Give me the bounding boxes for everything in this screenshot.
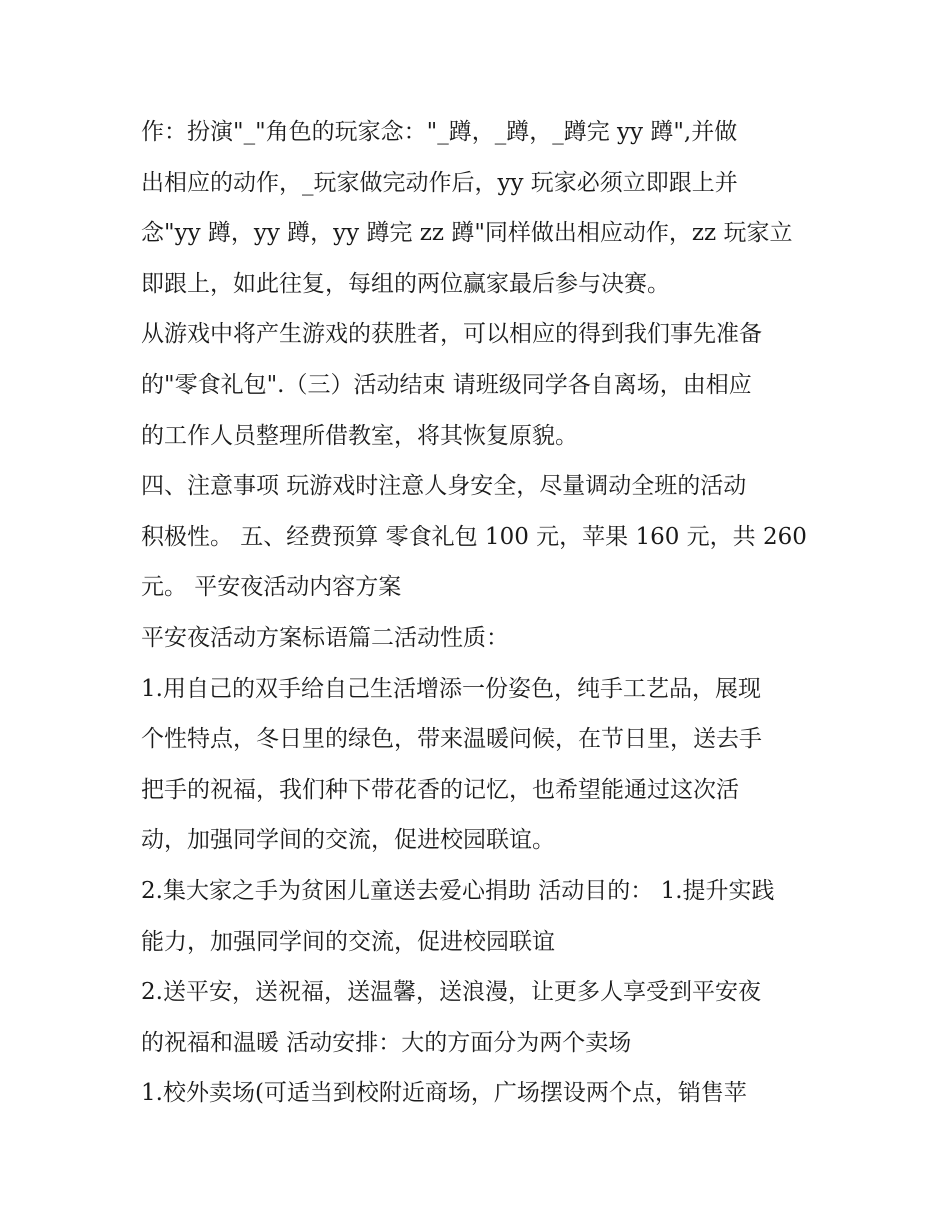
text-line: 平安夜活动方案标语篇二活动性质： [141, 624, 509, 651]
text-line: 作：扮演"_"角色的玩家念："_蹲，_蹲，_蹲完 yy 蹲",并做 [141, 119, 738, 145]
document-body [141, 107, 821, 1119]
text-line: 的"零食礼包".（三）活动结束 请班级同学各自离场，由相应 [141, 371, 752, 398]
text-line: 2.集大家之手为贫困儿童送去爱心捐助 活动目的： 1.提升实践 [141, 877, 775, 904]
paragraph-item-2 [141, 866, 821, 967]
text-line: 从游戏中将产生游戏的获胜者，可以相应的得到我们事先准备 [141, 321, 762, 348]
text-line: 即跟上，如此往复，每组的两位赢家最后参与决赛。 [141, 270, 670, 297]
text-line: 元。 平安夜活动内容方案 [141, 574, 402, 601]
text-line: 能力，加强同学间的交流，促进校园联谊 [141, 928, 555, 955]
paragraph-winners [141, 309, 821, 461]
text-line: 的工作人员整理所借教室，将其恢复原貌。 [141, 422, 578, 449]
text-line: 1.用自己的双手给自己生活增添一份姿色，纯手工艺品，展现 [141, 675, 761, 702]
text-line: 念"yy 蹲，yy 蹲，yy 蹲完 zz 蹲"同样做出相应动作，zz 玩家立 [141, 220, 793, 247]
text-line: 积极性。 五、经费预算 零食礼包 100 元，苹果 160 元，共 260 [141, 523, 807, 550]
paragraph-item-1 [141, 664, 821, 866]
text-line: 1.校外卖场(可适当到校附近商场，广场摆设两个点，销售苹 [141, 1080, 747, 1107]
paragraph-goal-2 [141, 967, 821, 1068]
paragraph-activity-nature-heading [141, 613, 821, 664]
paragraph-notes-budget [141, 461, 821, 613]
text-line: 出相应的动作，_玩家做完动作后，yy 玩家必须立即跟上并 [141, 169, 738, 196]
paragraph-game-rules [141, 107, 821, 309]
text-line: 四、注意事项 玩游戏时注意人身安全，尽量调动全班的活动 [141, 473, 747, 500]
paragraph-venue-1 [141, 1068, 821, 1119]
text-line: 个性特点，冬日里的绿色，带来温暖问候，在节日里，送去手 [141, 726, 762, 753]
text-line: 把手的祝福，我们种下带花香的记忆，也希望能通过这次活 [141, 776, 739, 803]
text-line: 动，加强同学间的交流，促进校园联谊。 [141, 827, 555, 854]
text-line: 2.送平安，送祝福，送温馨，送浪漫，让更多人享受到平安夜 [141, 979, 761, 1006]
text-line: 的祝福和温暖 活动安排：大的方面分为两个卖场 [141, 1029, 632, 1056]
